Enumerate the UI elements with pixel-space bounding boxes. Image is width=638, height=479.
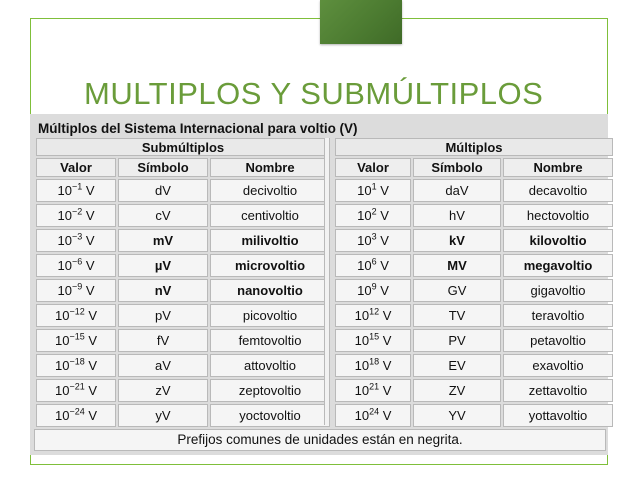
value-unit: V [376, 183, 389, 198]
value-cell [335, 354, 411, 377]
value-unit: V [379, 358, 392, 373]
value-base: 10 [54, 333, 70, 348]
name-cell: kilovoltio [503, 229, 613, 252]
value-cell [335, 229, 411, 252]
table-row [335, 254, 613, 277]
value-cell [335, 329, 411, 352]
name-cell: petavoltio [503, 329, 613, 352]
name-cell: nanovoltio [210, 279, 330, 302]
symbol-cell: yV [118, 404, 208, 427]
symbol-cell: MV [413, 254, 501, 277]
value-exponent: −6 [71, 256, 83, 267]
name-cell: microvoltio [210, 254, 330, 277]
symbol-cell: PV [413, 329, 501, 352]
symbol-cell: aV [118, 354, 208, 377]
table-caption: Múltiplos del Sistema Internacional para voltio (V) [38, 121, 358, 136]
value-exponent: 15 [369, 331, 380, 342]
value-unit: V [82, 258, 95, 273]
value-unit: V [82, 183, 95, 198]
value-base: 10 [354, 383, 370, 398]
value-base: 10 [357, 183, 372, 198]
symbol-cell: pV [118, 304, 208, 327]
symbol-cell: dV [118, 179, 208, 202]
value-cell [36, 379, 116, 402]
symbol-cell: EV [413, 354, 501, 377]
table-row [36, 304, 330, 327]
symbol-cell: TV [413, 304, 501, 327]
decorative-corner-block [320, 0, 402, 44]
table-row [335, 204, 613, 227]
value-cell [335, 304, 411, 327]
value-cell [36, 354, 116, 377]
symbol-cell: nV [118, 279, 208, 302]
value-cell [36, 304, 116, 327]
table-row [36, 179, 330, 202]
value-exponent: −2 [71, 206, 83, 217]
name-cell: picovoltio [210, 304, 330, 327]
multiples-table [333, 136, 615, 429]
table-row [36, 354, 330, 377]
table-row [36, 329, 330, 352]
value-base: 10 [354, 408, 370, 423]
symbol-cell: cV [118, 204, 208, 227]
value-base: 10 [357, 283, 372, 298]
value-base: 10 [357, 233, 372, 248]
symbol-cell: mV [118, 229, 208, 252]
symbol-cell: µV [118, 254, 208, 277]
name-cell: exavoltio [503, 354, 613, 377]
value-base: 10 [54, 358, 70, 373]
value-unit: V [376, 283, 389, 298]
name-cell: yottavoltio [503, 404, 613, 427]
value-cell [36, 179, 116, 202]
value-exponent: −24 [69, 406, 85, 417]
value-cell [36, 329, 116, 352]
table-row [36, 229, 330, 252]
symbol-cell: ZV [413, 379, 501, 402]
symbol-cell: kV [413, 229, 501, 252]
table-row [335, 354, 613, 377]
name-cell: zeptovoltio [210, 379, 330, 402]
name-cell: decivoltio [210, 179, 330, 202]
value-unit: V [376, 258, 389, 273]
value-base: 10 [57, 283, 72, 298]
value-cell [36, 254, 116, 277]
table-row [335, 304, 613, 327]
value-unit: V [82, 208, 95, 223]
table-row [335, 229, 613, 252]
value-cell [335, 404, 411, 427]
value-unit: V [84, 383, 98, 398]
symbol-cell: YV [413, 404, 501, 427]
value-exponent: −15 [69, 331, 85, 342]
value-exponent: 21 [369, 381, 380, 392]
value-unit: V [376, 208, 389, 223]
footer-note: Prefijos comunes de unidades están en negrita. [34, 429, 606, 451]
table-row [335, 404, 613, 427]
table-row [335, 279, 613, 302]
column-header-simbolo: Símbolo [413, 158, 501, 177]
value-base: 10 [57, 208, 72, 223]
value-exponent: −1 [71, 181, 83, 192]
value-exponent: 2 [371, 206, 377, 217]
name-cell: femtovoltio [210, 329, 330, 352]
value-unit: V [84, 333, 98, 348]
column-header-nombre: Nombre [503, 158, 613, 177]
name-cell: gigavoltio [503, 279, 613, 302]
name-cell: decavoltio [503, 179, 613, 202]
submultiples-heading: Submúltiplos [36, 138, 330, 156]
symbol-cell: zV [118, 379, 208, 402]
value-exponent: 18 [369, 356, 380, 367]
name-cell: teravoltio [503, 304, 613, 327]
value-base: 10 [357, 208, 372, 223]
value-base: 10 [54, 383, 70, 398]
column-header-valor: Valor [36, 158, 116, 177]
value-base: 10 [354, 333, 370, 348]
table-row [36, 254, 330, 277]
value-cell [36, 229, 116, 252]
value-exponent: 12 [369, 306, 380, 317]
value-base: 10 [54, 308, 70, 323]
value-cell [335, 204, 411, 227]
value-exponent: −21 [69, 381, 85, 392]
value-cell [36, 279, 116, 302]
value-base: 10 [57, 183, 72, 198]
column-header-simbolo: Símbolo [118, 158, 208, 177]
column-header-nombre: Nombre [210, 158, 330, 177]
name-cell: hectovoltio [503, 204, 613, 227]
value-base: 10 [54, 408, 70, 423]
value-cell [36, 404, 116, 427]
value-exponent: −9 [71, 281, 83, 292]
value-unit: V [82, 283, 95, 298]
symbol-cell: fV [118, 329, 208, 352]
value-exponent: 1 [371, 181, 377, 192]
table-row [335, 379, 613, 402]
value-exponent: 9 [371, 281, 377, 292]
value-cell [335, 254, 411, 277]
value-unit: V [84, 358, 98, 373]
table-row [36, 279, 330, 302]
symbol-cell: hV [413, 204, 501, 227]
name-cell: megavoltio [503, 254, 613, 277]
table-row [335, 329, 613, 352]
value-base: 10 [57, 258, 72, 273]
value-unit: V [379, 333, 392, 348]
value-base: 10 [357, 258, 372, 273]
value-exponent: 24 [369, 406, 380, 417]
submultiples-body [36, 179, 330, 427]
symbol-cell: GV [413, 279, 501, 302]
table-row [36, 204, 330, 227]
value-unit: V [376, 233, 389, 248]
value-base: 10 [354, 358, 370, 373]
value-cell [335, 179, 411, 202]
column-divider [324, 138, 330, 425]
table-row [335, 179, 613, 202]
value-cell [36, 204, 116, 227]
value-unit: V [379, 308, 392, 323]
table-row [36, 379, 330, 402]
name-cell: yoctovoltio [210, 404, 330, 427]
column-header-valor: Valor [335, 158, 411, 177]
name-cell: centivoltio [210, 204, 330, 227]
table-row [36, 404, 330, 427]
symbol-cell: daV [413, 179, 501, 202]
value-unit: V [82, 233, 95, 248]
value-unit: V [379, 383, 392, 398]
name-cell: milivoltio [210, 229, 330, 252]
name-cell: zettavoltio [503, 379, 613, 402]
value-unit: V [379, 408, 392, 423]
value-base: 10 [354, 308, 370, 323]
value-base: 10 [57, 233, 72, 248]
value-exponent: −3 [71, 231, 83, 242]
value-exponent: 6 [371, 256, 377, 267]
multiples-body [335, 179, 613, 427]
value-exponent: 3 [371, 231, 377, 242]
slide-title: MULTIPLOS Y SUBMÚLTIPLOS [84, 76, 544, 111]
value-unit: V [84, 408, 98, 423]
value-cell [335, 279, 411, 302]
value-cell [335, 379, 411, 402]
name-cell: attovoltio [210, 354, 330, 377]
value-unit: V [84, 308, 98, 323]
multiples-heading: Múltiplos [335, 138, 613, 156]
value-exponent: −12 [69, 306, 85, 317]
value-exponent: −18 [69, 356, 85, 367]
submultiples-table [34, 136, 332, 429]
